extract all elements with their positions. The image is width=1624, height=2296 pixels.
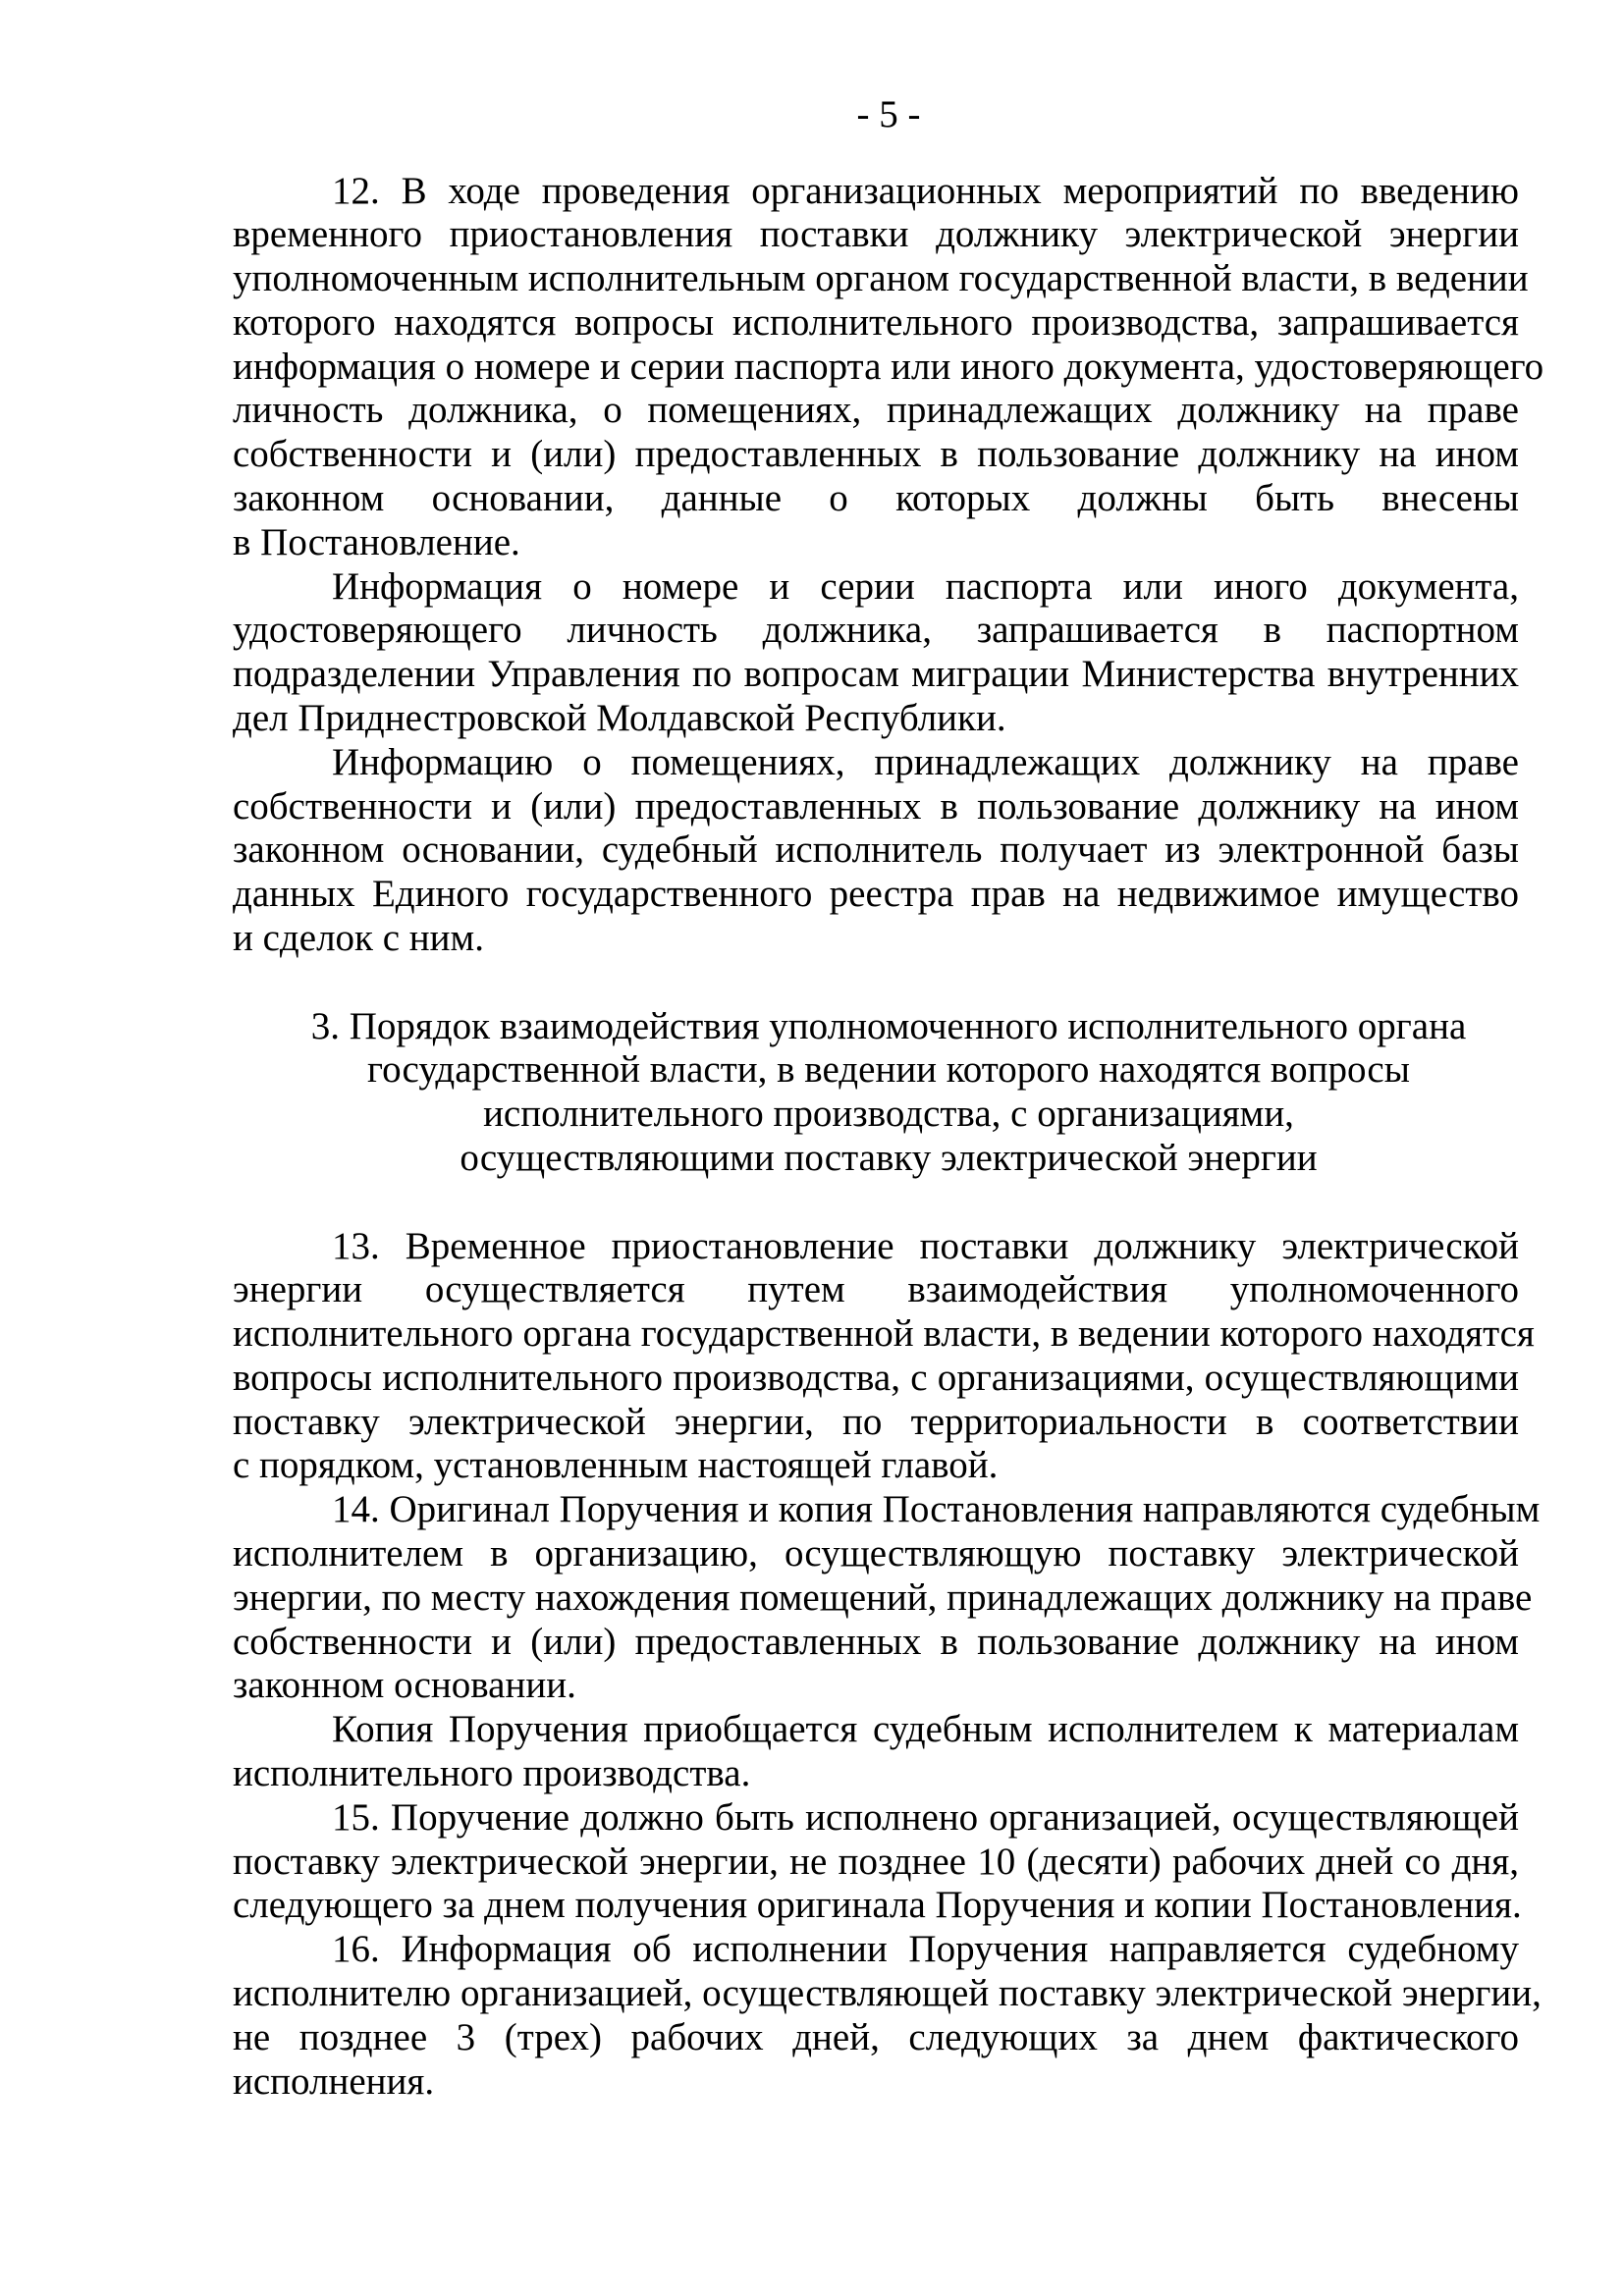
heading-line: 3. Порядок взаимодействия уполномоченного исполнительного органа bbox=[310, 1004, 1467, 1047]
section-3-heading bbox=[233, 1005, 1544, 1181]
text-line: исполнительного производства. bbox=[233, 1752, 751, 1795]
text-line: данных Единого государственного реестра прав на недвижимое имущество bbox=[233, 873, 1519, 916]
heading-line: осуществляющими поставку электрической энергии bbox=[460, 1136, 1318, 1179]
text-line: Информация о номере и серии паспорта или иного документа, bbox=[332, 564, 1519, 608]
text-line: вопросы исполнительного производства, с организациями, осуществляющими bbox=[233, 1356, 1519, 1399]
text-line: Копия Поручения приобщается судебным исполнителем к материалам bbox=[332, 1708, 1519, 1751]
heading-line: исполнительного производства, с организациями, bbox=[483, 1093, 1294, 1136]
paragraph-14 bbox=[233, 1488, 1541, 1708]
text-line: собственности и (или) предоставленных в пользование должнику на ином bbox=[233, 784, 1519, 828]
text-line: законном основании. bbox=[233, 1664, 576, 1707]
paragraph-13 bbox=[233, 1224, 1535, 1489]
text-line: поставку электрической энергии, не позднее 10 (десяти) рабочих дней со дня, bbox=[233, 1840, 1519, 1883]
text-line: следующего за днем получения оригинала Поручения и копии Постановления. bbox=[233, 1884, 1522, 1927]
text-line: в Постановление. bbox=[233, 520, 520, 563]
text-line: законном основании, данные о которых должны быть внесены bbox=[233, 477, 1519, 520]
heading-line: государственной власти, в ведении которого находятся вопросы bbox=[367, 1048, 1410, 1092]
paragraph-15 bbox=[233, 1795, 1522, 1928]
text-line: удостоверяющего личность должника, запрашивается в паспортном bbox=[233, 609, 1519, 652]
text-line: энергии, по месту нахождения помещений, принадлежащих должнику на праве bbox=[233, 1575, 1533, 1619]
text-line: дел Приднестровской Молдавской Республики. bbox=[233, 697, 1006, 740]
paragraph-premises-info bbox=[233, 741, 1519, 961]
text-line: и сделок с ним. bbox=[233, 917, 484, 960]
paragraph-14-copy bbox=[233, 1708, 1519, 1796]
text-line: 13. Временное приостановление поставки должнику электрической bbox=[332, 1224, 1519, 1267]
text-line: собственности и (или) предоставленных в пользование должнику на ином bbox=[233, 433, 1519, 476]
text-line: временного приостановления поставки должнику электрической энергии bbox=[233, 213, 1519, 256]
text-line: 15. Поручение должно быть исполнено организацией, осуществляющей bbox=[332, 1795, 1519, 1839]
section-3-heading-lines bbox=[233, 1005, 1544, 1181]
text-line: энергии осуществляется путем взаимодействия уполномоченного bbox=[233, 1268, 1519, 1311]
text-line: собственности и (или) предоставленных в пользование должнику на ином bbox=[233, 1620, 1519, 1663]
text-line: уполномоченным исполнительным органом государственной власти, в ведении bbox=[233, 257, 1529, 300]
text-line: не позднее 3 (трех) рабочих дней, следующих за днем фактического bbox=[233, 2015, 1519, 2058]
text-line: подразделении Управления по вопросам миграции Министерства внутренних bbox=[233, 653, 1519, 696]
text-line: которого находятся вопросы исполнительного производства, запрашивается bbox=[233, 300, 1519, 344]
text-line: с порядком, установленным настоящей главой. bbox=[233, 1444, 999, 1487]
text-line: законном основании, судебный исполнитель получает из электронной базы bbox=[233, 828, 1519, 872]
text-line: исполнителю организацией, осуществляющей поставку электрической энергии, bbox=[233, 1972, 1542, 2015]
text-line: 12. В ходе проведения организационных мероприятий по введению bbox=[332, 169, 1519, 212]
page-number: - 5 - bbox=[856, 92, 921, 135]
paragraph-16 bbox=[233, 1928, 1542, 2104]
text-line: исполнителем в организацию, осуществляющую поставку электрической bbox=[233, 1532, 1519, 1575]
paragraph-passport-info bbox=[233, 565, 1519, 741]
section-3-body bbox=[233, 1224, 1542, 2105]
text-line: личность должника, о помещениях, принадлежащих должнику на праве bbox=[233, 389, 1519, 432]
text-line: 14. Оригинал Поручения и копия Постановления направляются судебным bbox=[332, 1488, 1541, 1531]
text-line: исполнения. bbox=[233, 2059, 435, 2103]
text-line: поставку электрической энергии, по территориальности в соответствии bbox=[233, 1400, 1519, 1443]
paragraph-12 bbox=[233, 169, 1544, 565]
text-line: Информацию о помещениях, принадлежащих должнику на праве bbox=[332, 740, 1519, 783]
text-line: 16. Информация об исполнении Поручения направляется судебному bbox=[332, 1928, 1519, 1971]
text-line: исполнительного органа государственной власти, в ведении которого находятся bbox=[233, 1312, 1535, 1356]
text-line: информация о номере и серии паспорта или иного документа, удостоверяющего bbox=[233, 345, 1544, 388]
section-2-continuation bbox=[233, 169, 1544, 961]
